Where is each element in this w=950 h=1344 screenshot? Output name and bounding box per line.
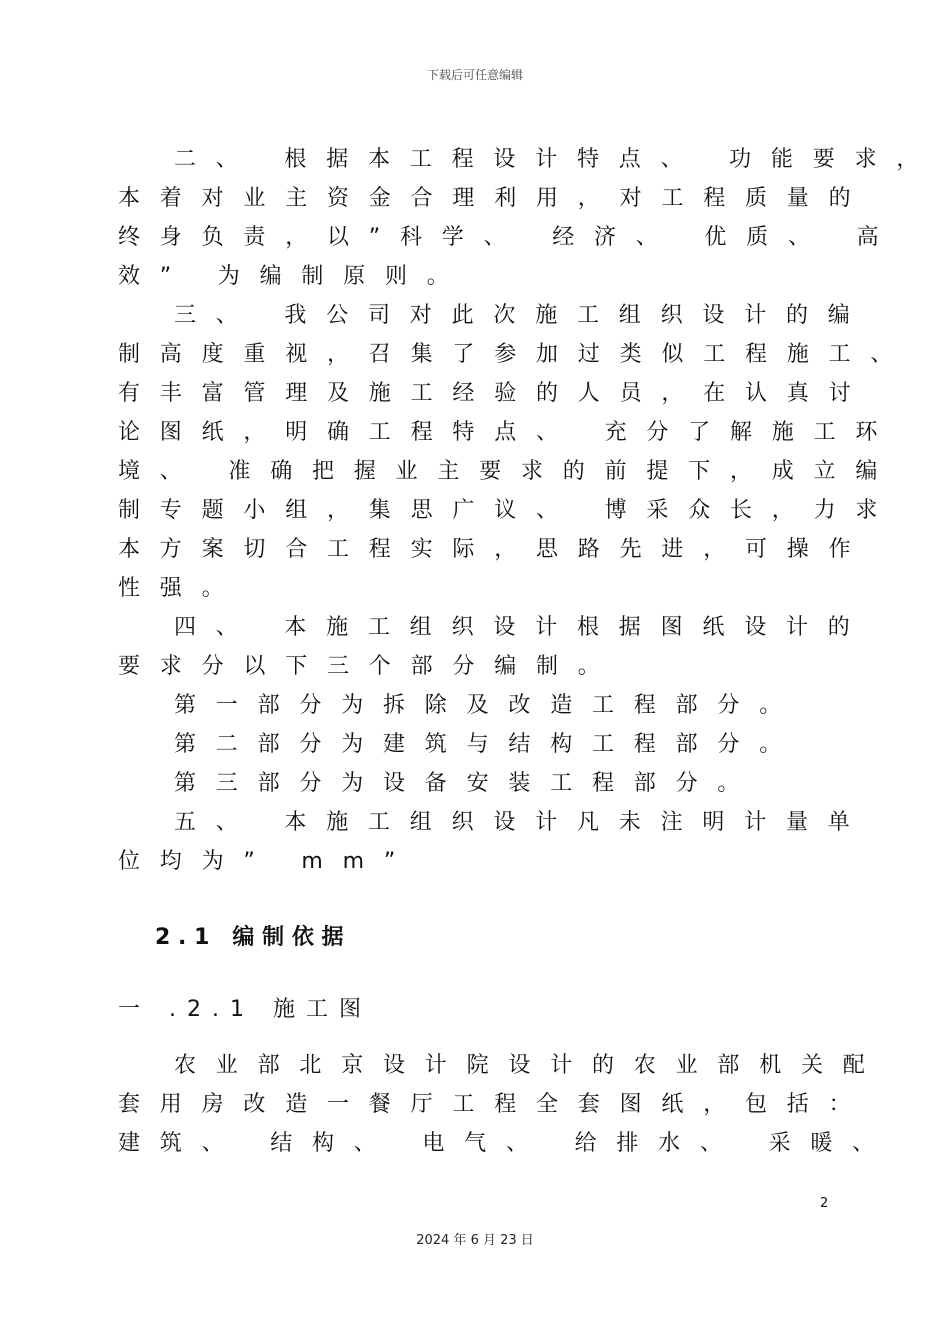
text-line: 三、 我公司对此次施工组织设计的编 (174, 303, 870, 328)
text-line: 二、 根据本工程设计特点、 功能要求， (174, 147, 939, 172)
subsection-heading: 一 .2.1 施工图 (118, 997, 372, 1022)
footer-date: 2024 年 6 月 23 日 (416, 1233, 534, 1248)
text-line: 有丰富管理及施工经验的人员，在认真讨 (118, 381, 871, 406)
text-line: 第三部分为设备安装工程部分。 (174, 771, 760, 796)
text-line: 五、 本施工组织设计凡未注明计量单 (174, 810, 870, 835)
text-line: 性强。 (118, 576, 244, 601)
text-line: 论图纸，明确工程特点、 充分了解施工环 (118, 420, 898, 445)
text-line: 建筑、 结构、 电气、 给排水、 采暖、 (118, 1131, 894, 1156)
section-heading: 2.1 编制依据 (155, 925, 352, 950)
page-number: 2 (820, 1196, 829, 1211)
text-line: 制专题小组，集思广议、 博采众长，力求 (118, 498, 898, 523)
text-line: 制高度重视，召集了参加过类似工程施工、 (118, 342, 913, 367)
text-line: 第一部分为拆除及改造工程部分。 (174, 693, 802, 718)
page-header: 下载后可任意编辑 (426, 68, 523, 82)
text-line: 本着对业主资金合理利用，对工程质量的 (118, 186, 871, 211)
text-line: 终身负责，以”科学、 经济、 优质、 高 (118, 225, 899, 250)
text-line: 四、 本施工组织设计根据图纸设计的 (174, 615, 870, 640)
text-line: 农业部北京设计院设计的农业部机关配 (174, 1053, 885, 1078)
text-line: 第二部分为建筑与结构工程部分。 (174, 732, 802, 757)
text-line: 本方案切合工程实际，思路先进，可操作 (118, 537, 871, 562)
text-line: 效” 为编制原则。 (118, 264, 469, 289)
text-line: 位均为” mm” (118, 849, 416, 874)
text-line: 境、 准确把握业主要求的前提下，成立编 (118, 459, 898, 484)
text-line: 套用房改造一餐厅工程全套图纸，包括： (118, 1092, 871, 1117)
text-line: 要求分以下三个部分编制。 (118, 654, 620, 679)
